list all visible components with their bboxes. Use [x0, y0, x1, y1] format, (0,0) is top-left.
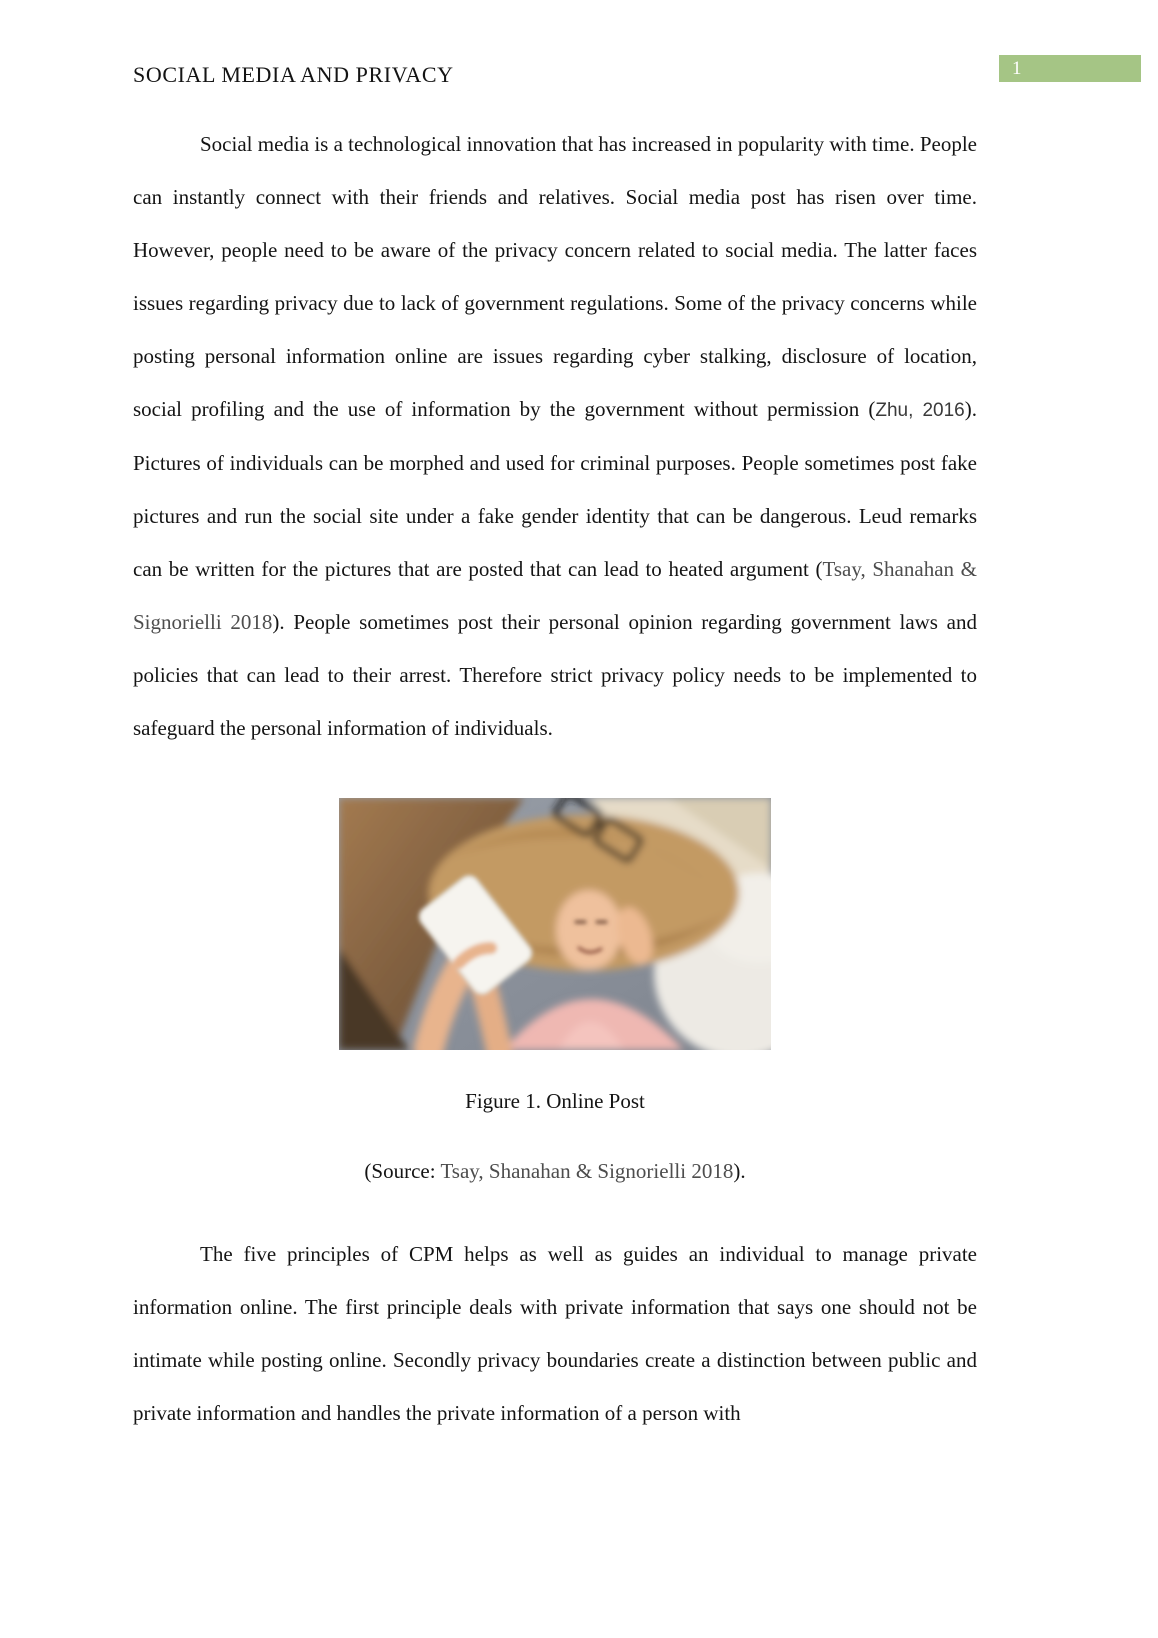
figure-source [133, 1145, 977, 1198]
paragraph-1 [133, 118, 977, 755]
figure-caption: Figure 1. Online Post [465, 1089, 645, 1113]
source-suffix: ). [733, 1159, 746, 1183]
paragraph-2: The five principles of CPM helps as well as guides an individual to manage private information online. The first principle deals with private information that says one should not be intimate while posting online. Secondly privacy boundaries create a distinction between public and private information and handles the private information of a person with [133, 1242, 977, 1425]
document-body [133, 118, 977, 1440]
citation-zhu: Zhu, 2016 [875, 400, 965, 421]
figure-1 [133, 798, 977, 1198]
paragraph-1-text-b: ). Pictures of individuals can be morphed and used for criminal purposes. People sometimes post fake pictures and run the social site under a fake gender identity that can be dangerous. Leud remarks can be written for the pictures that are posted that can lead to heated argument ( [133, 397, 977, 581]
paragraph-1-text-a: Social media is a technological innovation that has increased in popularity with time. People can instantly connect with their friends and relatives. Social media post has risen over time. However, people need to be aware of the privacy concern related to social media. The latter faces issues regarding privacy due to lack of government regulations. Some of the privacy concerns while posting personal information online are issues regarding cyber stalking, disclosure of location, social profiling and the use of information by the government without permission ( [133, 132, 977, 421]
face [556, 890, 622, 970]
running-head: SOCIAL MEDIA AND PRIVACY [133, 62, 454, 87]
page-number-badge: 1 [999, 55, 1141, 82]
source-prefix: (Source: [364, 1159, 441, 1183]
source-citation: Tsay, Shanahan & Signorielli 2018 [440, 1159, 734, 1183]
citation-tsay: Tsay, Shanahan & Signorielli 2018 [133, 557, 978, 634]
selfie-photo-image [339, 798, 771, 1050]
paragraph-1-text-c: ). People sometimes post their personal opinion regarding government laws and policies that can lead to their arrest. Therefore strict privacy policy needs to be implemented to safeguard the personal information of individuals. [133, 610, 977, 740]
